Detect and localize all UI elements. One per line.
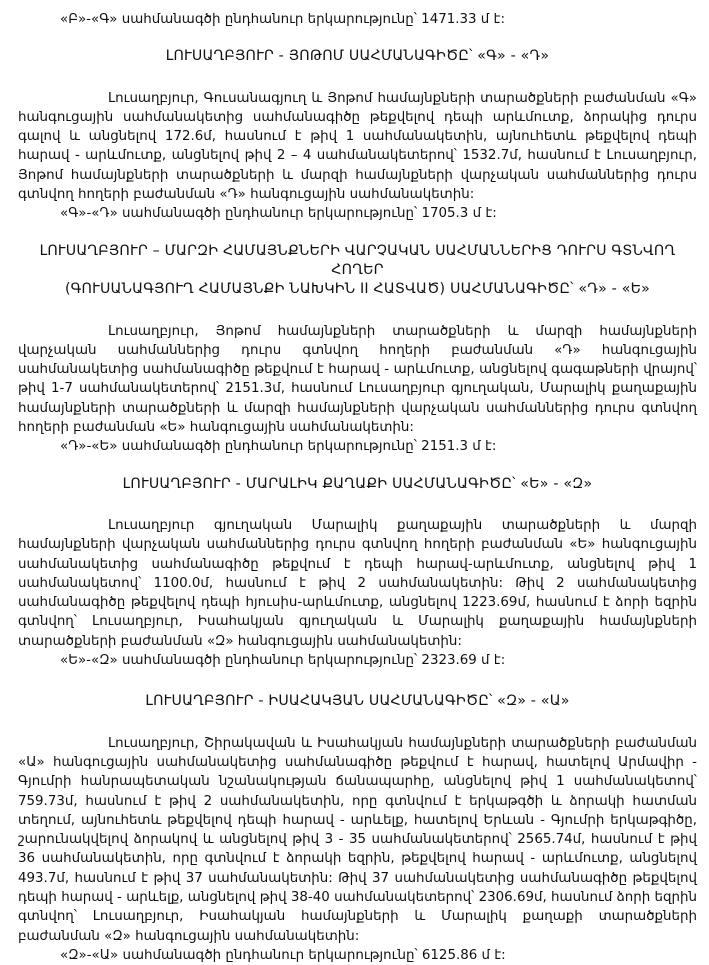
- segment-total-d-e: «Դ»-«Ե» սահմանագծի ընդհանուր երկարությունը՝ 2151.3 մ է:: [60, 439, 497, 455]
- section-heading-e-z: ԼՈՒՍԱՂԲՅՈՒՐ - ՄԱՐԱԼԻԿ ՔԱՂԱՔԻ ՍԱՀՄԱՆԱԳԻԾԸ՝ «Ե» - «Զ»: [122, 475, 593, 492]
- section-paragraph-d-e: Լուսաղբյուր, Յոթոմ համայնքների տարածքների և մարզի համայնքների վարչական սահմաններից դուրս գտնվող հողերի բաժանման «Դ» հանգուցային սահմանակետից սահմանագիծը թեքվում է հարավ - արևմուտք, անցնելով գագաթների վրայով՝ թիվ 1-7 սահմանակետերով՝ 2151.3մ, հասնում Լուսաղբյուր գյուղական, Մարալիկ քաղաքային համայնքների տարածքների և մարզի համայնքների վարչական սահմաններից դուրս գտնվող հողերի բաժանման «Ե» հանգուցային սահմանակետին:: [18, 323, 697, 436]
- section-heading-g-d: ԼՈՒՍԱՂԲՅՈՒՐ - ՅՈԹՈՄ ՍԱՀՄԱՆԱԳԻԾԸ՝ «Գ» - «Դ»: [165, 48, 550, 65]
- segment-total-g-d: «Գ»-«Դ» սահմանագծի ընդհանուր երկարությունը՝ 1705.3 մ է:: [60, 206, 497, 222]
- segment-total-e-z: «Ե»-«Զ» սահմանագծի ընդհանուր երկարությունը՝ 2323.69 մ է:: [60, 653, 506, 669]
- section-heading-z-a: ԼՈՒՍԱՂԲՅՈՒՐ - ԻՍԱՀԱԿՅԱՆ ՍԱՀՄԱՆԱԳԻԾԸ՝ «Զ» - «Ա»: [145, 693, 570, 710]
- section-paragraph-z-a: Լուսաղբյուր, Շիրակավան և Իսահակյան համայնքների տարածքների բաժանման «Ա» հանգուցային սահմանակետից սահմանագիծը թեքվում է հարավ, հատելով Արմավիր - Գյումրի հանրապետական նշանակության ճանապարհը, անցնելով թիվ 1 սահմանակետով՝ 759.73մ, հասնում է թիվ 2 սահմանակետին, որը գտնվում է երկաթգծի և ձորակի հատման տեղում, այնուհետև թեքվելով դեպի հարավ - արևելք, հատելով Երևան - Գյումրի երկաթգիծը, շարունակվելով ձորակով և անցնելով թիվ 3 - 35 սահմանակետերով՝ 2565.74մ, հասնում է թիվ 36 սահմանակետին, որը գտնվում է ձորակի եզրին, թեքվելով հարավ - արևմուտք, անցնելով 493.7մ, հասնում է թիվ 37 սահմանակետին: Թիվ 37 սահմանակետից սահմանագիծը թեքվելով դեպի հարավ - արևելք, անցնելով թիվ 38-40 սահմանակետերով՝ 2306.69մ, հասնում ձորի եզրին գտնվող՝ Լուսաղբյուր, Իսահակյան համայնքների և Մարալիկ քաղաքի տարածքների բաժանման «Զ» հանգուցային սահմանակետին:: [18, 735, 697, 944]
- segment-total-z-a: «Զ»-«Ա» սահմանագծի ընդհանուր երկարությունը՝ 6125.86 մ է:: [60, 947, 506, 963]
- section-paragraph-e-z: Լուսաղբյուր գյուղական Մարալիկ քաղաքային տարածքների և մարզի համայնքների վարչական սահմաններից դուրս գտնվող հողերի բաժանման «Ե» հանգուցային սահմանակետից սահմանագիծը թեքվում է դեպի հարավ-արևմուտք, անցնելով թիվ 1 սահմանակետով՝ 1100.0մ, հասնում է թիվ 2 սահմանակետին: Թիվ 2 սահմանակետից սահմանագիծը թեքվելով դեպի հյուսիս-արևմուտք, անցնելով 1223.69մ, հասնում է ձորի եզրին գտնվող՝ Լուսաղբյուր, Իսահակյան գյուղական և Մարալիկ քաղաքային համայնքների տարածքների բաժանման «Զ» հանգուցային սահմանակետին:: [18, 517, 697, 649]
- segment-total-b-g: «Բ»-«Գ» սահմանագծի ընդհանուր երկարությունը՝ 1471.33 մ է:: [60, 12, 505, 27]
- section-paragraph-g-d: Լուսաղբյուր, Գուսանագյուղ և Յոթոմ համայնքների տարածքների բաժանման «Գ» հանգուցային սահմանակետից սահմանագիծը թեքվելով դեպի արևմուտք, ձորակից դուրս գալով և անցնելով 172.6մ, հասնում է թիվ 1 սահմանակետին, այնուհետև թեքվելով դեպի հարավ - արևմուտք, անցնելով թիվ 2 – 4 սահմանակետերով՝ 1532.7մ, հասնում է Լուսաղբյուր, Յոթոմ համայնքների տարածքների և մարզի համայնքների վարչական սահմաններից դուրս գտնվող հողերի բաժանման «Դ» հանգուցային սահմանակետին:: [18, 90, 697, 203]
- section-heading-d-e-line1: ԼՈՒՍԱՂԲՅՈՒՐ – ՄԱՐԶԻ ՀԱՄԱՅՆՔՆԵՐԻ ՎԱՐՉԱԿԱՆ ՍԱՀՄԱՆՆԵՐԻՑ ԴՈՒՐՍ ԳՏՆՎՈՂ ՀՈՂԵՐ: [39, 242, 676, 278]
- section-heading-d-e-line2: (ԳՈՒՍԱՆԱԳՅՈՒՂ ՀԱՄԱՅՆՔԻ ՆԱԽԿԻՆ II ՀԱՏՎԱԾ) ՍԱՀՄԱՆԱԳԻԾԸ՝ «Դ» - «Ե»: [64, 281, 651, 298]
